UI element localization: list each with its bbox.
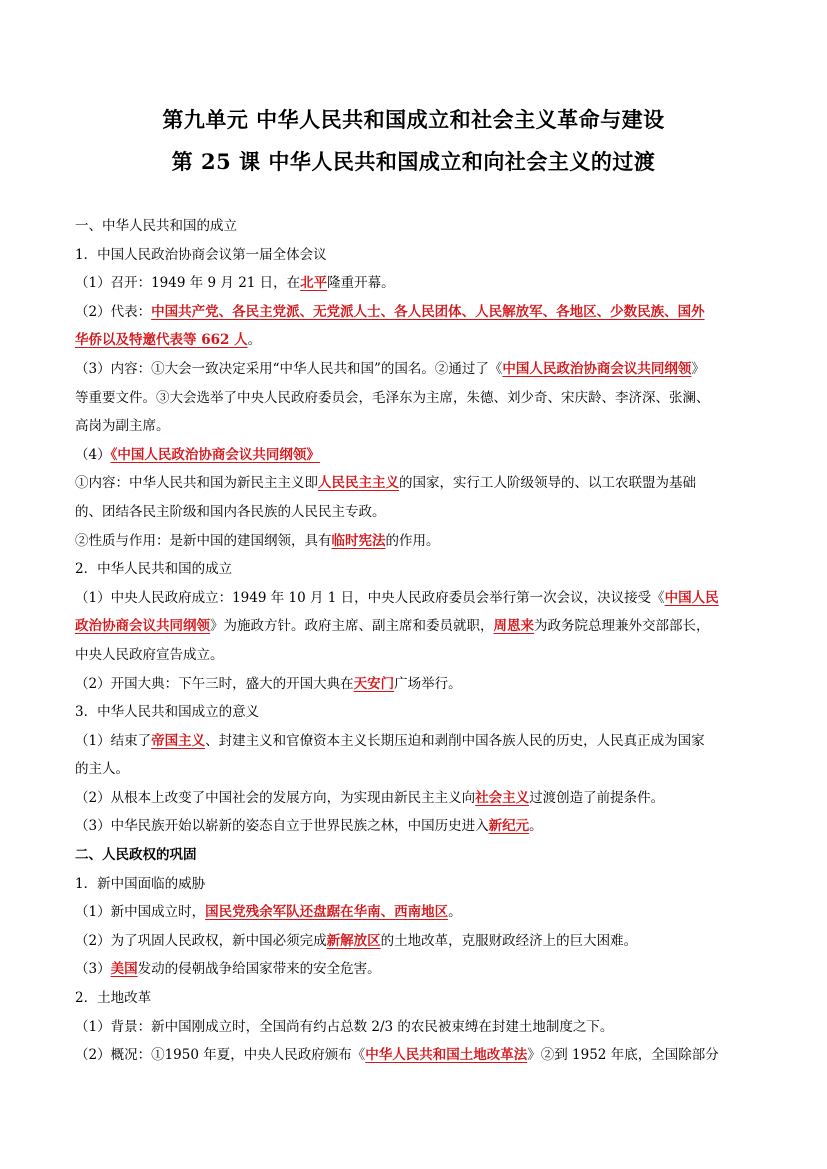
key-term: 新纪元	[488, 818, 530, 835]
key-term: 临时宪法	[331, 532, 386, 549]
paragraph: （1）召开：1949 年 9 月 21 日，在北平隆重开幕。	[75, 275, 395, 292]
key-term: 中国人民	[664, 589, 719, 606]
key-term: 人民民主主义	[318, 475, 399, 492]
unit-title: 第九单元 中华人民共和国成立和社会主义革命与建设	[162, 107, 665, 132]
subsection-heading: 3．中华人民共和国成立的意义	[75, 704, 260, 721]
paragraph: （2）代表：中国共产党、各民主党派、无党派人士、各人民团体、人民解放军、各地区、少数民族、国外	[75, 303, 705, 320]
paragraph: ①内容：中华人民共和国为新民主主义即人民民主主义的国家，实行工人阶级领导的、以工农联盟为基础	[75, 475, 696, 492]
subsection-heading: 2．土地改革	[75, 990, 152, 1007]
key-term: 华侨以及特邀代表等 662 人	[75, 332, 248, 349]
key-term: 中国人民政治协商会议共同纲领	[502, 360, 692, 377]
paragraph: （2）为了巩固人民政权，新中国必须完成新解放区的土地改革，克服财政经济上的巨大困难。	[75, 932, 638, 949]
subsection-heading: 1．中国人民政治协商会议第一届全体会议	[75, 246, 327, 263]
paragraph: ②性质与作用：是新中国的建国纲领，具有临时宪法的作用。	[75, 532, 440, 549]
paragraph: （4）《中国人民政治协商会议共同纲领》	[75, 446, 320, 463]
paragraph-continuation: 政治协商会议共同纲领》为施政方针。政府主席、副主席和委员就职，周恩来为政务院总理兼外交部部长，	[75, 618, 710, 635]
key-term: 政治协商会议共同纲领	[75, 618, 210, 635]
key-term: 中华人民共和国土地改革法	[365, 1047, 528, 1064]
paragraph-continuation: 等重要文件。③大会选举了中央人民政府委员会，毛泽东为主席，朱德、刘少奇、宋庆龄、李济深、张澜、	[75, 389, 710, 406]
paragraph-continuation: 华侨以及特邀代表等 662 人。	[75, 332, 262, 349]
paragraph: （3）中华民族开始以崭新的姿态自立于世界民族之林，中国历史进入新纪元。	[75, 818, 543, 835]
key-term: 北平	[300, 275, 328, 292]
paragraph: （1）中央人民政府成立：1949 年 10 月 1 日，中央人民政府委员会举行第一次会议，决议接受《中国人民	[75, 589, 719, 606]
paragraph: （3）美国发动的侵朝战争给国家带来的安全危害。	[75, 961, 381, 978]
key-term: 帝国主义	[151, 732, 206, 749]
key-term: 国民党残余军队还盘踞在华南、西南地区	[205, 904, 449, 921]
paragraph-continuation: 的主人。	[75, 761, 129, 778]
key-term: 社会主义	[475, 789, 530, 806]
paragraph: （1）新中国成立时，国民党残余军队还盘踞在华南、西南地区。	[75, 904, 462, 921]
document-body	[75, 212, 758, 1070]
section-heading: 二、人民政权的巩固	[75, 847, 197, 864]
paragraph: （1）结束了帝国主义、封建主义和官僚资本主义长期压迫和剥削中国各族人民的历史，人民真正成为国家	[75, 732, 705, 749]
section-heading: 一、中华人民共和国的成立	[75, 218, 237, 234]
paragraph: （2）概况：①1950 年夏，中央人民政府颁布《中华人民共和国土地改革法》②到 1952 年底，全国除部分	[75, 1047, 719, 1064]
key-term: 新解放区	[326, 932, 381, 949]
paragraph-continuation: 中央人民政府宣告成立。	[75, 646, 224, 663]
paragraph-continuation: 的、团结各民主阶级和国内各民族的人民民主专政。	[75, 503, 386, 520]
lesson-title: 第 25 课 中华人民共和国成立和向社会主义的过渡	[171, 149, 656, 174]
paragraph: （2）开国大典：下午三时，盛大的开国大典在天安门广场举行。	[75, 675, 462, 692]
subsection-heading: 2．中华人民共和国的成立	[75, 561, 233, 578]
subsection-heading: 1．新中国面临的威胁	[75, 875, 206, 892]
paragraph-continuation: 高岗为副主席。	[75, 418, 170, 435]
paragraph: （3）内容：①大会一致决定采用“中华人民共和国”的国名。②通过了《中国人民政治协商会议共同纲领》	[75, 360, 705, 377]
paragraph: （2）从根本上改变了中国社会的发展方向，为实现由新民主主义向社会主义过渡创造了前提条件。	[75, 789, 665, 806]
key-term: 《中国人民政治协商会议共同纲领》	[110, 446, 320, 463]
key-term: 周恩来	[493, 618, 534, 635]
key-term: 美国	[110, 961, 138, 978]
key-term: 中国共产党、各民主党派、无党派人士、各人民团体、人民解放军、各地区、少数民族、国外	[151, 303, 705, 320]
key-term: 天安门	[353, 675, 395, 692]
paragraph: （1）背景：新中国刚成立时，全国尚有约占总数 2/3 的农民被束缚在封建土地制度之下。	[75, 1018, 614, 1035]
